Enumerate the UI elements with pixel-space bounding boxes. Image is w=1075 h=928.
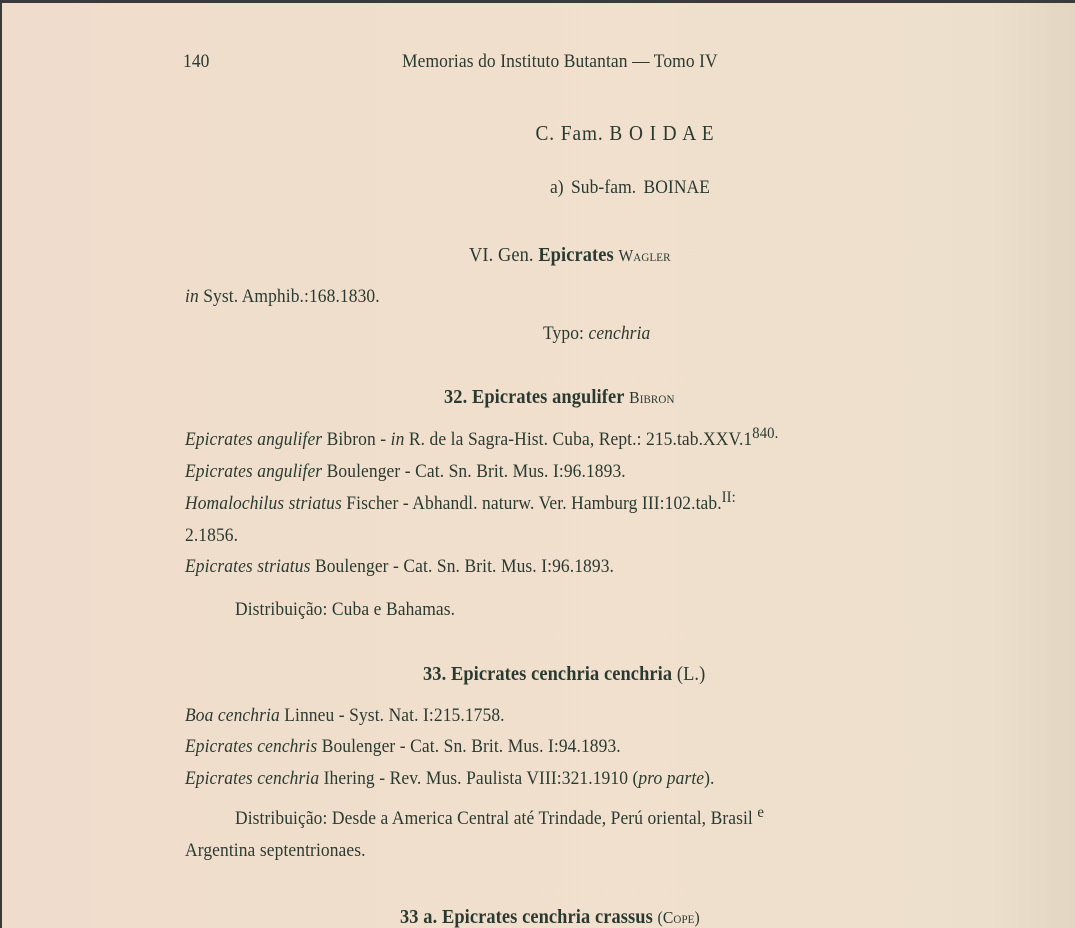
synonym-line: [185, 768, 715, 790]
species-author: (L.): [676, 663, 706, 685]
distribution-continuation: Argentina septentrionaes.: [185, 840, 366, 861]
genus-reference-in: in: [185, 286, 199, 307]
family-heading: C. Fam. B O I D A E: [535, 121, 715, 145]
species-name: 32. Epicrates angulifer: [444, 386, 625, 408]
synonym-citation-sup: 840.: [752, 425, 779, 442]
species-heading: [444, 386, 675, 409]
running-title: Memorias do Instituto Butantan — Tomo IV: [402, 51, 718, 72]
distribution: Distribuição: Cuba e Bahamas.: [235, 599, 456, 620]
genus-author: Wagler: [618, 246, 671, 265]
synonym-citation-pro-parte: pro parte: [638, 768, 705, 789]
synonym-name: Epicrates cenchris: [185, 736, 318, 757]
distribution-text: Distribuição: Desde a America Central até Trindade, Perú oriental, Brasil: [235, 808, 753, 829]
genus-reference: [185, 286, 380, 308]
genus-prefix: VI. Gen.: [469, 244, 534, 266]
synonym-continuation: 2.1856.: [185, 525, 239, 546]
synonym-citation: Boulenger - Cat. Sn. Brit. Mus. I:96.1893.: [322, 461, 626, 482]
subfamily-heading: a) Sub-fam. BOINAE: [549, 177, 711, 198]
page-number: 140: [183, 51, 210, 72]
synonym-name: Homalochilus striatus: [185, 493, 342, 514]
distribution: [235, 804, 764, 830]
synonym-name: Epicrates cenchria: [185, 768, 320, 789]
synonym-citation-in: in: [390, 429, 405, 450]
genus-reference-text: Syst. Amphib.:168.1830.: [198, 286, 380, 307]
synonym-name: Epicrates angulifer: [185, 461, 323, 482]
species-heading: [423, 663, 705, 686]
synonym-citation: Linneu - Syst. Nat. I:215.1758.: [279, 705, 505, 726]
synonym-citation: Ihering - Rev. Mus. Paulista VIII:321.1910 (: [319, 768, 639, 789]
synonym-line: [185, 489, 736, 515]
synonym-citation-sup: II:: [721, 489, 736, 506]
genus-name: Epicrates: [538, 244, 614, 266]
typo-value: cenchria: [588, 323, 651, 344]
species-name: 33. Epicrates cenchria cenchria: [423, 663, 673, 685]
synonym-name: Epicrates angulifer: [185, 429, 323, 450]
distribution-sup: e: [757, 804, 764, 821]
synonym-name: Boa cenchria: [185, 705, 280, 726]
species-heading: [400, 906, 700, 928]
typo-label: Typo:: [543, 323, 589, 344]
document-page: [2, 3, 1075, 928]
synonym-citation: Boulenger - Cat. Sn. Brit. Mus. I:94.1893.: [317, 736, 621, 757]
species-author: (Cope): [657, 908, 700, 927]
synonym-citation: Fischer - Abhandl. naturw. Ver. Hamburg III:102.tab.: [341, 493, 722, 514]
synonym-line: [185, 736, 621, 758]
synonym-line: [185, 461, 626, 483]
synonym-line: [185, 425, 779, 451]
bleed-through-shadow: [192, 113, 1012, 121]
synonym-citation-end: ).: [704, 768, 715, 789]
synonym-name: Epicrates striatus: [185, 556, 311, 577]
species-author: Bibron: [629, 388, 675, 407]
synonym-citation: Boulenger - Cat. Sn. Brit. Mus. I:96.1893.: [310, 556, 615, 577]
synonym-line: [185, 705, 505, 727]
synonym-citation-rest: R. de la Sagra-Hist. Cuba, Rept.: 215.tab.XXV.1: [404, 429, 753, 450]
synonym-citation: Bibron -: [322, 429, 391, 450]
genus-typo: [543, 323, 650, 345]
species-name: 33 a. Epicrates cenchria crassus: [400, 906, 653, 928]
genus-heading: [469, 244, 671, 267]
synonym-line: [185, 556, 614, 578]
